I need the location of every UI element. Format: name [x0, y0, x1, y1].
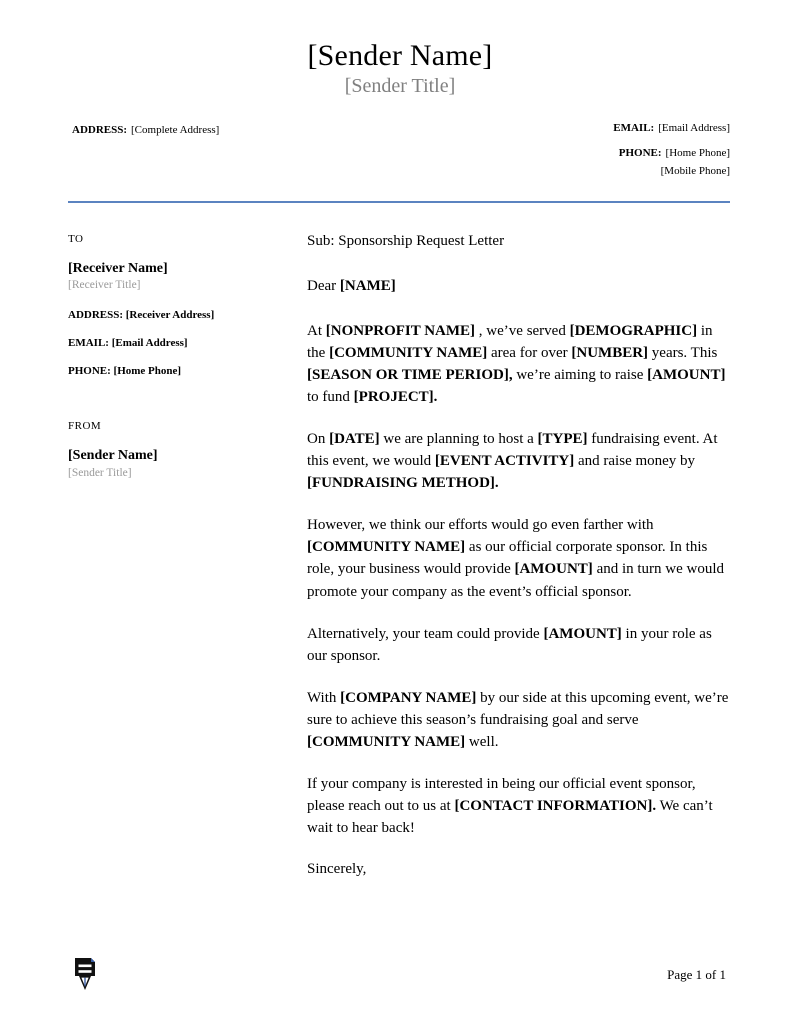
letter-body: [0, 203, 800, 881]
placeholder-token: [NUMBER]: [571, 345, 649, 362]
sender-title: [Sender Title]: [344, 75, 456, 98]
recipient-email-value: [Email Address]: [111, 337, 188, 350]
paragraph-text: years. This: [648, 345, 718, 362]
paragraph-text: by our side at this upcoming event, we’re sure to achieve this season’s fundraising goal and serve: [307, 689, 729, 728]
page-number: Page 1 of 1: [667, 967, 726, 983]
placeholder-token: [COMMUNITY NAME]: [307, 539, 466, 556]
salutation-prefix: Dear: [307, 278, 340, 295]
placeholder-token: [AMOUNT]: [543, 625, 622, 642]
placeholder-token: [NONPROFIT NAME]: [325, 323, 479, 340]
recipient-contact-lines: [68, 308, 298, 380]
paragraph-text: well.: [465, 733, 499, 750]
placeholder-token: [DATE]: [329, 431, 380, 448]
address-label: ADDRESS:: [72, 124, 128, 137]
salutation: [307, 276, 732, 298]
phone-label: PHONE:: [618, 147, 662, 160]
paragraph-text: we’re aiming to raise: [512, 367, 648, 384]
paragraph-ask: [307, 514, 732, 602]
paragraph-text: in your role as our sponsor.: [307, 625, 712, 664]
salutation-name: [NAME]: [339, 278, 396, 295]
sender-block-title: [Sender Title]: [68, 466, 132, 479]
recipient-title: [Receiver Title]: [68, 279, 141, 292]
paragraph-text: If your company is interested in being our official event sponsor, please reach out to us at: [307, 775, 696, 814]
paragraph-text: and raise money by: [574, 453, 696, 470]
paragraph-text: We can’t wait to hear back!: [307, 797, 713, 836]
phone-value: [Home Phone]: [665, 147, 730, 160]
placeholder-token: [TYPE]: [537, 431, 588, 448]
sender-name: [Sender Name]: [68, 447, 158, 463]
paragraph-contact: [307, 773, 732, 839]
paragraph-text: With: [307, 689, 341, 706]
recipient-email-row: [68, 336, 298, 351]
phone-value-secondary: [Mobile Phone]: [660, 165, 730, 178]
paragraph-closing-pitch: [307, 687, 732, 753]
placeholder-token: [CONTACT INFORMATION].: [454, 797, 657, 814]
recipient-address-label: ADDRESS:: [68, 308, 124, 321]
sender-tag: FROM: [68, 419, 102, 432]
letter-paragraphs: [307, 320, 732, 839]
paragraph-text: On: [307, 431, 330, 448]
letterhead-contact-block: [613, 120, 730, 180]
placeholder-token: [FUNDRAISING METHOD].: [307, 475, 499, 492]
paragraph-text: we are planning to host a: [379, 431, 538, 448]
letter-content-column: [298, 231, 732, 881]
recipient-tag: TO: [68, 232, 84, 245]
signoff: Sincerely,: [307, 860, 367, 877]
phone-row: [613, 145, 730, 162]
document-pen-nib-logo: [72, 956, 98, 994]
paragraph-text: fundraising event. At this event, we would: [307, 431, 718, 470]
recipient-address-value: [Receiver Address]: [125, 308, 215, 321]
address-value: [Complete Address]: [131, 124, 220, 137]
placeholder-token: [COMMUNITY NAME]: [307, 733, 466, 750]
email-row: [613, 120, 730, 137]
paragraph-text: in the: [307, 323, 713, 362]
recipient-phone-row: [68, 364, 298, 379]
placeholder-token: [COMMUNITY NAME]: [329, 345, 488, 362]
recipient-phone-label: PHONE:: [68, 365, 111, 378]
placeholder-token: [COMPANY NAME]: [340, 689, 477, 706]
recipient-email-label: EMAIL:: [68, 337, 109, 350]
placeholder-token: [EVENT ACTIVITY]: [434, 453, 575, 470]
parties-spacer: [68, 380, 298, 420]
subject-line: Sub: Sponsorship Request Letter: [307, 232, 505, 249]
recipient-name: [Receiver Name]: [68, 260, 168, 276]
paragraph-intro: [307, 320, 732, 408]
paragraph-text: as our official corporate sponsor. In this role, your business would provide: [307, 539, 708, 578]
email-value: [Email Address]: [658, 122, 730, 135]
placeholder-token: [SEASON OR TIME PERIOD],: [307, 367, 513, 384]
placeholder-token: [DEMOGRAPHIC]: [569, 323, 698, 340]
paragraph-text: and in turn we would promote your company as the event’s official sponsor.: [307, 561, 725, 600]
phone-secondary-row: [613, 163, 730, 180]
placeholder-token: [PROJECT].: [353, 389, 438, 406]
email-label: EMAIL:: [613, 122, 655, 135]
paragraph-text: to fund: [307, 389, 354, 406]
paragraph-alternative: [307, 623, 732, 667]
page-title: [Sender Name]: [307, 39, 493, 72]
letterhead: [0, 0, 800, 98]
parties-column: [68, 231, 298, 481]
sender-block: [68, 420, 298, 480]
placeholder-token: [AMOUNT]: [647, 367, 726, 384]
paragraph-text: Alternatively, your team could provide: [307, 625, 544, 642]
paragraph-text: At: [307, 323, 326, 340]
recipient-phone-value: [Home Phone]: [113, 365, 182, 378]
recipient-address-row: [68, 308, 298, 323]
recipient-block: [68, 233, 298, 380]
placeholder-token: [AMOUNT]: [514, 561, 593, 578]
paragraph-text: area for over: [487, 345, 572, 362]
page-footer: [0, 956, 800, 994]
letterhead-contacts: [0, 98, 800, 180]
paragraph-text: However, we think our efforts would go even farther with: [307, 517, 654, 534]
letterhead-address-block: [72, 120, 219, 139]
paragraph-event: [307, 428, 732, 494]
paragraph-text: , we’ve served: [478, 323, 570, 340]
